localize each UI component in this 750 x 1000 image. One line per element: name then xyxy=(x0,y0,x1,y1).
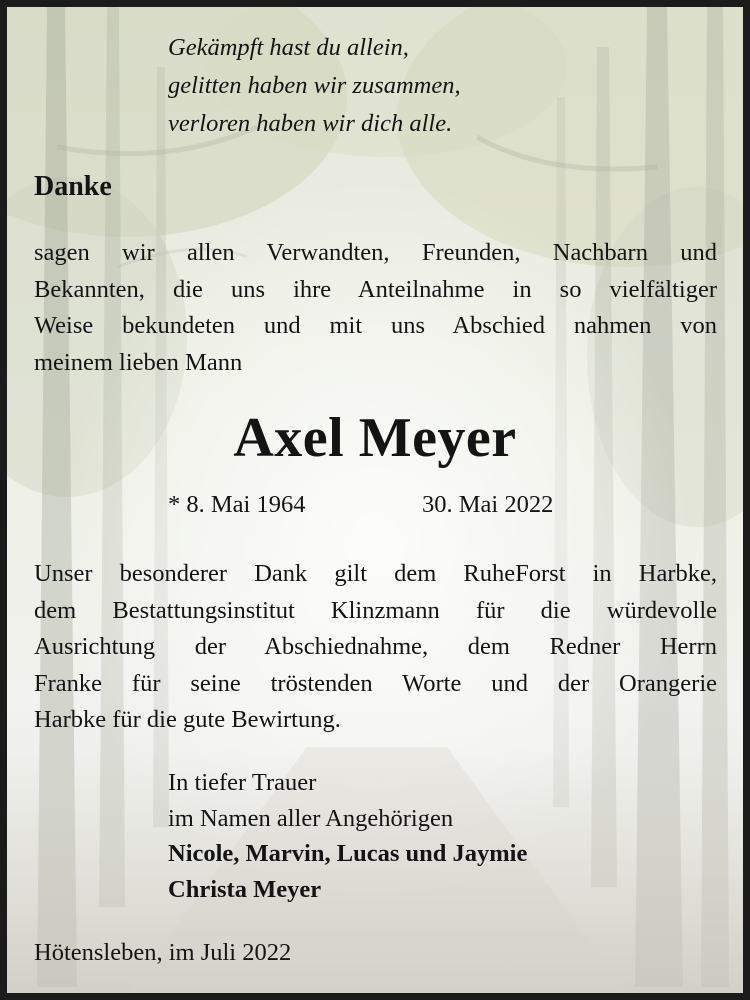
intro-line: meinem lieben Mann xyxy=(34,348,243,376)
mourning-line: In tiefer Trauer xyxy=(168,769,317,796)
birth-date: * 8. Mai 1964 xyxy=(168,491,306,518)
thanks-line: Harbke für die gute Bewirtung. xyxy=(34,706,341,733)
motto-line: gelitten haben wir zusammen, xyxy=(168,72,461,99)
intro-paragraph xyxy=(34,235,717,381)
thanks-line: dem Bestattungsinstitut Klinzmann für die würdevolle xyxy=(34,596,717,624)
intro-line: Bekannten, die uns ihre Anteilnahme in so vielfältiger xyxy=(34,275,717,303)
place-date: Hötensleben, im Juli 2022 xyxy=(34,939,292,966)
death-date: 30. Mai 2022 xyxy=(422,491,554,518)
mourner-names: Christa Meyer xyxy=(168,875,322,903)
deceased-name: Axel Meyer xyxy=(233,407,517,469)
motto-line: Gekämpft hast du allein, xyxy=(168,34,409,61)
thanks-paragraph xyxy=(34,556,717,739)
thanks-line: Ausrichtung der Abschiednahme, dem Redner Herrn xyxy=(34,633,717,660)
heading-danke: Danke xyxy=(34,171,112,202)
motto-line: verloren haben wir dich alle. xyxy=(168,110,453,137)
signature-block xyxy=(168,765,527,907)
intro-line: Weise bekundeten und mit uns Abschied nahmen von xyxy=(34,312,717,339)
relatives-line: im Namen aller Angehörigen xyxy=(168,804,454,832)
intro-line: sagen wir allen Verwandten, Freunden, Nachbarn und xyxy=(34,239,717,266)
thanks-line: Unser besonderer Dank gilt dem RuheForst in Harbke, xyxy=(34,560,717,587)
motto-verse xyxy=(168,29,461,143)
mourner-names: Nicole, Marvin, Lucas und Jaymie xyxy=(168,840,528,867)
thanks-line: Franke für seine tröstenden Worte und der Orangerie xyxy=(34,669,717,697)
